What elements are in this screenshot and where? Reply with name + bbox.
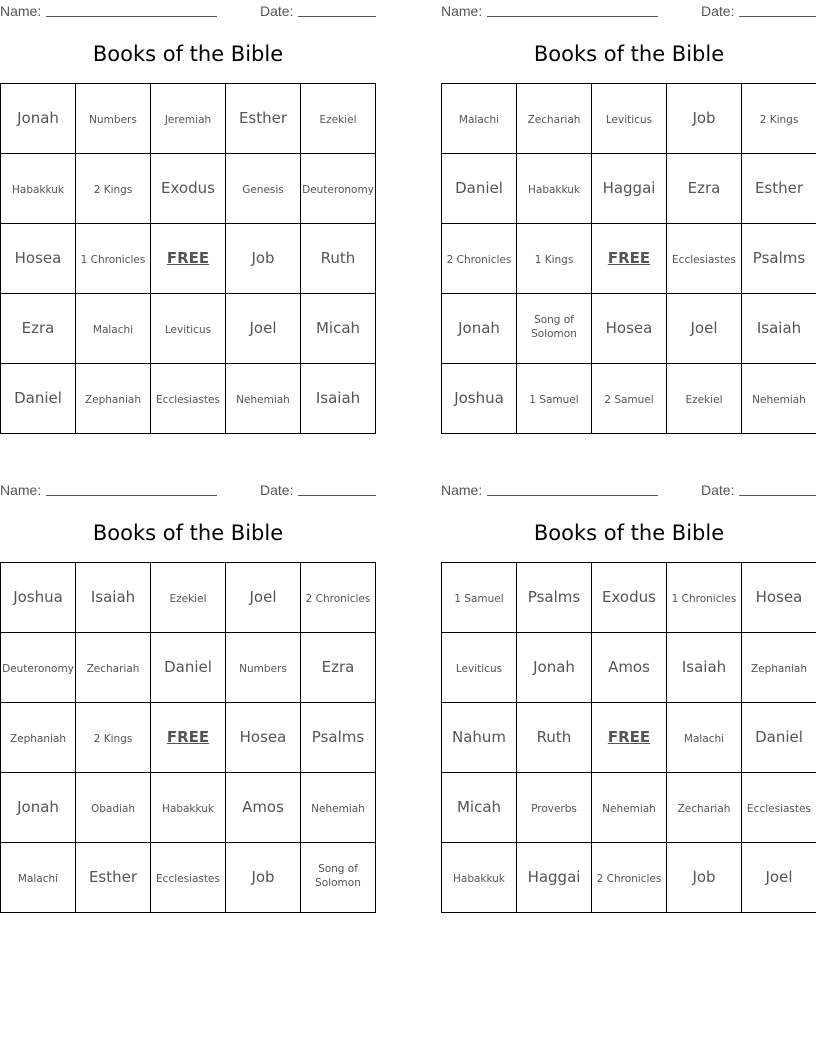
name-label: Name: bbox=[441, 3, 483, 19]
grid-row bbox=[442, 364, 816, 434]
grid-row bbox=[1, 703, 376, 773]
grid-cell[interactable] bbox=[742, 633, 816, 703]
cell-label: Haggai bbox=[602, 179, 656, 198]
grid-cell[interactable] bbox=[517, 773, 592, 843]
grid-row bbox=[1, 224, 376, 294]
cell-label: Ruth bbox=[320, 249, 356, 268]
grid-row bbox=[1, 154, 376, 224]
grid-cell[interactable] bbox=[517, 294, 592, 364]
grid-cell[interactable] bbox=[742, 364, 816, 434]
cell-label: Nehemiah bbox=[236, 394, 290, 407]
grid-row bbox=[1, 364, 376, 434]
cell-label: 1 Chronicles bbox=[80, 254, 146, 267]
bingo-card-2 bbox=[441, 0, 816, 408]
grid-cell[interactable] bbox=[76, 84, 151, 154]
cell-label: Ecclesiastes bbox=[672, 254, 736, 267]
cell-label: Amos bbox=[608, 658, 650, 677]
grid-cell[interactable] bbox=[1, 364, 76, 434]
cell-label: Isaiah bbox=[315, 389, 361, 408]
cell-label: Isaiah bbox=[681, 658, 727, 677]
date-blank[interactable] bbox=[739, 16, 816, 17]
cell-label: Habakkuk bbox=[527, 184, 580, 197]
cell-label: Numbers bbox=[89, 114, 137, 127]
name-date-row bbox=[441, 0, 816, 22]
grid-cell[interactable] bbox=[742, 563, 816, 633]
cell-label: Ezekiel bbox=[319, 114, 357, 127]
cell-label: Habakkuk bbox=[452, 873, 505, 886]
grid-cell[interactable] bbox=[301, 364, 376, 434]
grid-cell[interactable] bbox=[742, 773, 816, 843]
cell-label: Esther bbox=[238, 109, 288, 128]
grid-cell[interactable] bbox=[517, 633, 592, 703]
cell-label: Ezra bbox=[687, 179, 721, 198]
cell-label: Exodus bbox=[161, 179, 215, 198]
grid-cell[interactable] bbox=[592, 294, 667, 364]
grid-cell[interactable] bbox=[76, 773, 151, 843]
cell-label: Habakkuk bbox=[161, 803, 214, 816]
name-blank[interactable] bbox=[46, 495, 217, 496]
cell-label: Amos bbox=[242, 798, 284, 817]
cell-label: Isaiah bbox=[756, 319, 802, 338]
bingo-grid bbox=[441, 562, 816, 913]
grid-cell[interactable] bbox=[226, 154, 301, 224]
cell-label: Nehemiah bbox=[752, 394, 806, 407]
bingo-card-4 bbox=[441, 479, 816, 887]
grid-cell[interactable] bbox=[442, 224, 517, 294]
date-blank[interactable] bbox=[739, 495, 816, 496]
cell-label: Job bbox=[251, 868, 275, 887]
grid-cell[interactable] bbox=[1, 154, 76, 224]
free-space[interactable] bbox=[151, 703, 226, 773]
cell-label: Zechariah bbox=[86, 663, 140, 676]
cell-label: 2 Kings bbox=[93, 184, 133, 197]
grid-cell[interactable] bbox=[592, 633, 667, 703]
name-label: Name: bbox=[0, 3, 42, 19]
grid-cell[interactable] bbox=[1, 773, 76, 843]
bingo-card-3 bbox=[0, 479, 376, 889]
grid-cell[interactable] bbox=[301, 633, 376, 703]
grid-cell[interactable] bbox=[667, 294, 742, 364]
cell-label: Job bbox=[692, 868, 716, 887]
grid-cell[interactable] bbox=[226, 84, 301, 154]
cell-label: Exodus bbox=[602, 588, 656, 607]
cell-label: Hosea bbox=[239, 728, 287, 747]
grid-cell[interactable] bbox=[742, 703, 816, 773]
card-title: Books of the Bible bbox=[92, 521, 284, 545]
grid-cell[interactable] bbox=[442, 773, 517, 843]
free-space[interactable] bbox=[592, 703, 667, 773]
cell-label: Malachi bbox=[92, 324, 134, 337]
grid-cell[interactable] bbox=[667, 843, 742, 913]
grid-cell[interactable] bbox=[151, 84, 226, 154]
grid-cell[interactable] bbox=[301, 224, 376, 294]
grid-cell[interactable] bbox=[151, 294, 226, 364]
cell-label: Job bbox=[692, 109, 716, 128]
grid-cell[interactable] bbox=[517, 843, 592, 913]
grid-cell[interactable] bbox=[442, 633, 517, 703]
cell-label: Jonah bbox=[17, 109, 59, 128]
cell-label: Song of Solomon bbox=[531, 314, 577, 340]
cell-label: Joshua bbox=[13, 588, 63, 607]
grid-cell[interactable] bbox=[517, 364, 592, 434]
grid-cell[interactable] bbox=[151, 773, 226, 843]
cell-label: Ecclesiastes bbox=[156, 394, 220, 407]
card-title: Books of the Bible bbox=[533, 521, 725, 545]
grid-cell[interactable] bbox=[301, 703, 376, 773]
grid-cell[interactable] bbox=[1, 563, 76, 633]
cell-label: Ruth bbox=[536, 728, 572, 747]
bingo-grid bbox=[0, 83, 376, 434]
card-title: Books of the Bible bbox=[92, 42, 284, 66]
grid-cell[interactable] bbox=[442, 84, 517, 154]
cell-label: Haggai bbox=[527, 868, 581, 887]
cell-label: Proverbs bbox=[531, 803, 577, 816]
grid-cell[interactable] bbox=[301, 294, 376, 364]
grid-cell[interactable] bbox=[151, 633, 226, 703]
cell-label: Micah bbox=[315, 319, 361, 338]
grid-cell[interactable] bbox=[667, 633, 742, 703]
grid-row bbox=[1, 633, 376, 703]
grid-cell[interactable] bbox=[226, 364, 301, 434]
cell-label: Esther bbox=[88, 868, 138, 887]
card-title: Books of the Bible bbox=[533, 42, 725, 66]
grid-cell[interactable] bbox=[151, 154, 226, 224]
name-date-row bbox=[441, 479, 816, 501]
date-label: Date: bbox=[701, 482, 735, 498]
cell-label: Malachi bbox=[458, 114, 500, 127]
cell-label: Jeremiah bbox=[164, 114, 212, 127]
cell-label: 1 Chronicles bbox=[671, 593, 737, 606]
cell-label: Ezekiel bbox=[685, 394, 723, 407]
grid-cell[interactable] bbox=[667, 703, 742, 773]
cell-label: Ezekiel bbox=[169, 593, 207, 606]
cell-label: Numbers bbox=[239, 663, 287, 676]
grid-row bbox=[442, 294, 816, 364]
name-label: Name: bbox=[0, 482, 42, 498]
grid-cell[interactable] bbox=[517, 703, 592, 773]
grid-cell[interactable] bbox=[667, 773, 742, 843]
name-blank[interactable] bbox=[46, 16, 217, 17]
grid-cell[interactable] bbox=[1, 294, 76, 364]
grid-cell[interactable] bbox=[76, 224, 151, 294]
grid-cell[interactable] bbox=[301, 773, 376, 843]
free-space[interactable] bbox=[592, 224, 667, 294]
cell-label: 2 Kings bbox=[93, 733, 133, 746]
grid-cell[interactable] bbox=[226, 773, 301, 843]
grid-cell[interactable] bbox=[76, 703, 151, 773]
grid-cell[interactable] bbox=[742, 154, 816, 224]
grid-row bbox=[442, 563, 816, 633]
cell-label: Song of Solomon bbox=[315, 863, 361, 889]
cell-label: Hosea bbox=[14, 249, 62, 268]
cell-label: Joshua bbox=[454, 389, 504, 408]
grid-cell[interactable] bbox=[742, 843, 816, 913]
grid-cell[interactable] bbox=[226, 224, 301, 294]
grid-cell[interactable] bbox=[1, 224, 76, 294]
cell-label: Daniel bbox=[455, 179, 503, 198]
cell-label: Joel bbox=[690, 319, 718, 338]
cell-label: 2 Chronicles bbox=[596, 873, 662, 886]
cell-label: 2 Samuel bbox=[604, 394, 654, 407]
cell-label: Deuteronomy bbox=[2, 663, 74, 676]
grid-cell[interactable] bbox=[742, 84, 816, 154]
cell-label: 2 Chronicles bbox=[446, 254, 512, 267]
cell-label: Esther bbox=[754, 179, 804, 198]
grid-row bbox=[442, 773, 816, 843]
grid-cell[interactable] bbox=[442, 364, 517, 434]
grid-cell[interactable] bbox=[667, 84, 742, 154]
grid-cell[interactable] bbox=[442, 294, 517, 364]
cell-label: Ecclesiastes bbox=[156, 873, 220, 886]
cell-label: Daniel bbox=[164, 658, 212, 677]
grid-cell[interactable] bbox=[76, 154, 151, 224]
grid-cell[interactable] bbox=[301, 84, 376, 154]
grid-row bbox=[442, 154, 816, 224]
date-label: Date: bbox=[701, 3, 735, 19]
cell-label: 2 Chronicles bbox=[305, 593, 371, 606]
name-label: Name: bbox=[441, 482, 483, 498]
grid-cell[interactable] bbox=[517, 84, 592, 154]
grid-cell[interactable] bbox=[517, 154, 592, 224]
cell-label: Ezra bbox=[21, 319, 55, 338]
grid-row bbox=[1, 84, 376, 154]
grid-cell[interactable] bbox=[76, 633, 151, 703]
grid-cell[interactable] bbox=[226, 563, 301, 633]
grid-cell[interactable] bbox=[592, 154, 667, 224]
grid-row bbox=[1, 294, 376, 364]
grid-cell[interactable] bbox=[592, 84, 667, 154]
grid-row bbox=[442, 633, 816, 703]
cell-label: Ecclesiastes bbox=[747, 803, 811, 816]
cell-label: Malachi bbox=[683, 733, 725, 746]
cell-label: Habakkuk bbox=[11, 184, 64, 197]
grid-cell[interactable] bbox=[226, 294, 301, 364]
cell-label: Leviticus bbox=[455, 663, 503, 676]
name-date-row bbox=[0, 0, 376, 22]
name-date-row bbox=[0, 479, 376, 501]
date-blank[interactable] bbox=[298, 495, 376, 496]
bingo-grid bbox=[441, 83, 816, 434]
cell-label: Hosea bbox=[605, 319, 653, 338]
grid-cell[interactable] bbox=[76, 364, 151, 434]
cell-label: Psalms bbox=[752, 249, 806, 268]
grid-cell[interactable] bbox=[592, 364, 667, 434]
cell-label: Ezra bbox=[321, 658, 355, 677]
grid-cell[interactable] bbox=[667, 154, 742, 224]
name-blank[interactable] bbox=[487, 495, 658, 496]
grid-row bbox=[442, 843, 816, 913]
date-label: Date: bbox=[260, 3, 294, 19]
grid-cell[interactable] bbox=[1, 843, 76, 913]
cell-label: Zephaniah bbox=[84, 394, 142, 407]
grid-cell[interactable] bbox=[1, 84, 76, 154]
date-blank[interactable] bbox=[298, 16, 376, 17]
grid-cell[interactable] bbox=[667, 224, 742, 294]
cell-label: Joel bbox=[249, 588, 277, 607]
grid-cell[interactable] bbox=[226, 843, 301, 913]
grid-cell[interactable] bbox=[742, 224, 816, 294]
cell-label: Nahum bbox=[451, 728, 507, 747]
cell-label: Daniel bbox=[14, 389, 62, 408]
grid-cell[interactable] bbox=[442, 154, 517, 224]
cell-label: FREE bbox=[607, 728, 651, 747]
cell-label: Zechariah bbox=[527, 114, 581, 127]
cell-label: Zephaniah bbox=[9, 733, 67, 746]
cell-label: Obadiah bbox=[90, 803, 136, 816]
grid-cell[interactable] bbox=[442, 563, 517, 633]
grid-cell[interactable] bbox=[667, 364, 742, 434]
grid-cell[interactable] bbox=[742, 294, 816, 364]
grid-cell[interactable] bbox=[1, 703, 76, 773]
date-label: Date: bbox=[260, 482, 294, 498]
grid-cell[interactable] bbox=[226, 703, 301, 773]
name-blank[interactable] bbox=[487, 16, 658, 17]
cell-label: 1 Kings bbox=[534, 254, 574, 267]
cell-label: Malachi bbox=[17, 873, 59, 886]
cell-label: Genesis bbox=[242, 184, 284, 197]
grid-cell[interactable] bbox=[76, 294, 151, 364]
cell-label: Jonah bbox=[533, 658, 575, 677]
grid-cell[interactable] bbox=[442, 703, 517, 773]
cell-label: Job bbox=[251, 249, 275, 268]
cell-label: FREE bbox=[607, 249, 651, 268]
cell-label: Psalms bbox=[527, 588, 581, 607]
grid-row bbox=[1, 563, 376, 633]
grid-cell[interactable] bbox=[151, 364, 226, 434]
cell-label: Psalms bbox=[311, 728, 365, 747]
cell-label: Joel bbox=[765, 868, 793, 887]
cell-label: Hosea bbox=[755, 588, 803, 607]
grid-row bbox=[1, 773, 376, 843]
cell-label: 1 Samuel bbox=[454, 593, 504, 606]
grid-row bbox=[442, 84, 816, 154]
grid-row bbox=[1, 843, 376, 913]
cell-label: Joel bbox=[249, 319, 277, 338]
grid-cell[interactable] bbox=[301, 154, 376, 224]
grid-cell[interactable] bbox=[1, 633, 76, 703]
grid-cell[interactable] bbox=[76, 843, 151, 913]
cell-label: 1 Samuel bbox=[529, 394, 579, 407]
cell-label: Jonah bbox=[458, 319, 500, 338]
grid-row bbox=[442, 703, 816, 773]
grid-cell[interactable] bbox=[517, 563, 592, 633]
bingo-grid bbox=[0, 562, 376, 913]
grid-cell[interactable] bbox=[592, 843, 667, 913]
grid-cell[interactable] bbox=[301, 843, 376, 913]
free-space[interactable] bbox=[151, 224, 226, 294]
cell-label: Zechariah bbox=[677, 803, 731, 816]
cell-label: Isaiah bbox=[90, 588, 136, 607]
cell-label: Nehemiah bbox=[311, 803, 365, 816]
cell-label: Leviticus bbox=[164, 324, 212, 337]
grid-cell[interactable] bbox=[76, 563, 151, 633]
bingo-card-1 bbox=[0, 0, 376, 408]
grid-cell[interactable] bbox=[592, 773, 667, 843]
grid-cell[interactable] bbox=[517, 224, 592, 294]
cell-label: 2 Kings bbox=[759, 114, 799, 127]
cell-label: Daniel bbox=[755, 728, 803, 747]
cell-label: Nehemiah bbox=[602, 803, 656, 816]
grid-cell[interactable] bbox=[226, 633, 301, 703]
cell-label: Micah bbox=[456, 798, 502, 817]
cell-label: FREE bbox=[166, 728, 210, 747]
cell-label: Deuteronomy bbox=[302, 184, 374, 197]
grid-cell[interactable] bbox=[301, 563, 376, 633]
grid-cell[interactable] bbox=[667, 563, 742, 633]
grid-row bbox=[442, 224, 816, 294]
cell-label: Jonah bbox=[17, 798, 59, 817]
grid-cell[interactable] bbox=[592, 563, 667, 633]
cell-label: Zephaniah bbox=[750, 663, 808, 676]
grid-cell[interactable] bbox=[442, 843, 517, 913]
cell-label: FREE bbox=[166, 249, 210, 268]
grid-cell[interactable] bbox=[151, 563, 226, 633]
cell-label: Leviticus bbox=[605, 114, 653, 127]
grid-cell[interactable] bbox=[151, 843, 226, 913]
